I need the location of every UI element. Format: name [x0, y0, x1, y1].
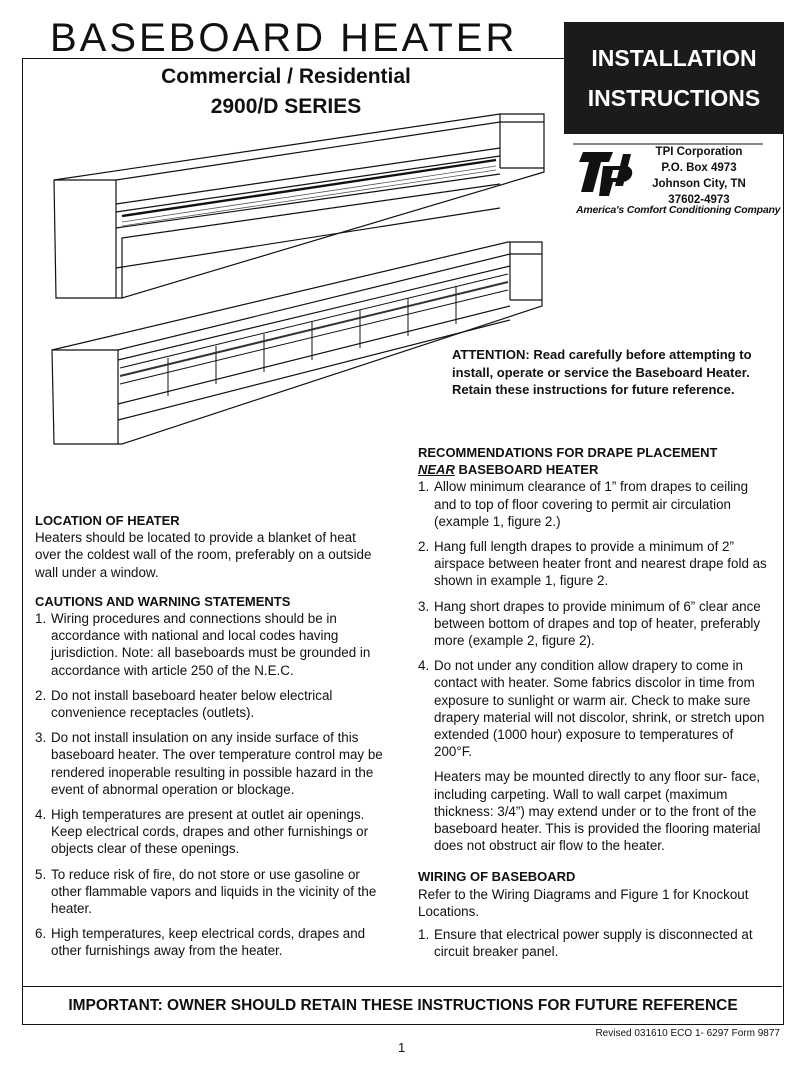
revision-info: Revised 031610 ECO 1- 6297 Form 9877 [595, 1028, 780, 1039]
item-number: 4. [35, 807, 47, 823]
list-item [35, 806, 385, 858]
list-item [418, 538, 768, 590]
company-tagline: America's Comfort Conditioning Company [576, 204, 781, 216]
item-text: Wiring procedures and connections should be in accordance with national and local codes having jurisdiction. Note: all baseboards must be grounded in accordance with article 250 of the N.E.C. [51, 611, 371, 678]
item-number: 3. [418, 598, 430, 614]
list-item [418, 926, 768, 960]
near-emphasis: NEAR [418, 462, 455, 478]
page-number: 1 [398, 1040, 406, 1055]
company-name: TPI Corporation [655, 146, 743, 158]
item-text: Hang short drapes to provide minimum of 6” clear ance between bottom of drapes and top of heater, preferably more (example 2, figure 2). [434, 598, 761, 649]
cautions-list [35, 610, 385, 960]
important-notice: IMPORTANT: OWNER SHOULD RETAIN THESE INSTRUCTIONS FOR FUTURE REFERENCE [68, 997, 738, 1014]
item-number: 1. [35, 611, 47, 627]
wiring-heading: WIRING OF BASEBOARD [418, 869, 576, 885]
item-text: Hang full length drapes to provide a minimum of 2” airspace between heater front and nearest drape fold as shown in example 1, figure 2. [434, 539, 767, 589]
installation-instructions-banner [564, 22, 784, 134]
subtitle-line-2: 2900/D SERIES [210, 95, 362, 118]
wiring-list [418, 926, 768, 960]
mounting-paragraph: Heaters may be mounted directly to any floor sur- face, including carpeting. Wall to wall carpet (maximum thickness: 3/4”) may extend under or to the front of the baseboard heater. This is provided the flooring material does not obstruct air flow to the heater. [434, 769, 761, 854]
item-number: 5. [35, 866, 47, 882]
item-number: 1. [418, 479, 430, 495]
location-body: Heaters should be located to provide a blanket of heat over the coldest wall of the room, preferably on a outside wall under a window. [35, 530, 372, 580]
subtitle-line-1: Commercial / Residential [161, 65, 411, 88]
attention-notice: ATTENTION: Read carefully before attempting to install, operate or service the Baseboard Heater. Retain these instructions for future reference. [452, 347, 752, 397]
item-text: Do not under any condition allow drapery to come in contact with heater. Some fabrics discolor in time from exposure to sunlight or warm air. Check to make sure drapery material will not discolor, shrink, or stretch upon extended (1000 hour) exposure to temperatures of 200°F. [434, 658, 765, 760]
wiring-body: Refer to the Wiring Diagrams and Figure 1 for Knockout Locations. [418, 886, 749, 919]
item-number: 2. [35, 687, 47, 703]
drapes-heading: RECOMMENDATIONS FOR DRAPE PLACEMENT [418, 445, 718, 460]
banner-line-2: INSTRUCTIONS [587, 85, 761, 111]
document-title: BASEBOARD HEATER [50, 16, 518, 60]
company-address-line-1: P.O. Box 4973 [661, 162, 737, 174]
company-address [634, 144, 764, 208]
drapes-subheading-rest: BASEBOARD HEATER [454, 462, 599, 478]
item-number: 6. [35, 926, 47, 942]
item-text: High temperatures, keep electrical cords, drapes and other furnishings away from the heater. [51, 926, 366, 959]
location-heading: LOCATION OF HEATER [35, 513, 180, 528]
item-number: 1. [418, 927, 430, 943]
right-column [418, 444, 768, 968]
list-item [418, 657, 768, 760]
list-item [35, 610, 385, 679]
cautions-heading: CAUTIONS AND WARNING STATEMENTS [35, 593, 291, 609]
item-text: Do not install insulation on any inside surface of this baseboard heater. The over temperature control may be rendered inoperable resulting in possible hazard in the event of abnormal operation or blockage. [51, 730, 383, 797]
left-column [35, 512, 385, 968]
list-item [35, 687, 385, 721]
drapes-list [418, 478, 768, 760]
company-address-line-2: Johnson City, TN [652, 178, 746, 190]
list-item [35, 925, 385, 959]
tpi-logo-mark [579, 152, 632, 196]
item-number: 4. [418, 658, 430, 674]
list-item [35, 729, 385, 798]
item-text: High temperatures are present at outlet air openings. Keep electrical cords, drapes and other furnishings or objects clear of these openings. [51, 807, 369, 857]
item-text: To reduce risk of fire, do not store or use gasoline or other flammable vapors and liquids in the vicinity of the heater. [51, 866, 377, 917]
list-item [35, 866, 385, 918]
drapes-subheading [418, 461, 768, 478]
banner-line-1: INSTALLATION [591, 45, 757, 71]
list-item [418, 478, 768, 530]
item-number: 3. [35, 730, 47, 746]
item-text: Allow minimum clearance of 1” from drapes to ceiling and to top of floor covering to permit air circulation (example 1, figure 2.) [434, 479, 749, 529]
heater-illustration-bottom [48, 236, 548, 452]
list-item [418, 598, 768, 650]
item-text: Ensure that electrical power supply is disconnected at circuit breaker panel. [434, 927, 753, 960]
company-zip: 37602-4973 [668, 194, 730, 206]
item-number: 2. [418, 539, 430, 555]
item-text: Do not install baseboard heater below electrical convenience receptacles (outlets). [51, 687, 333, 721]
